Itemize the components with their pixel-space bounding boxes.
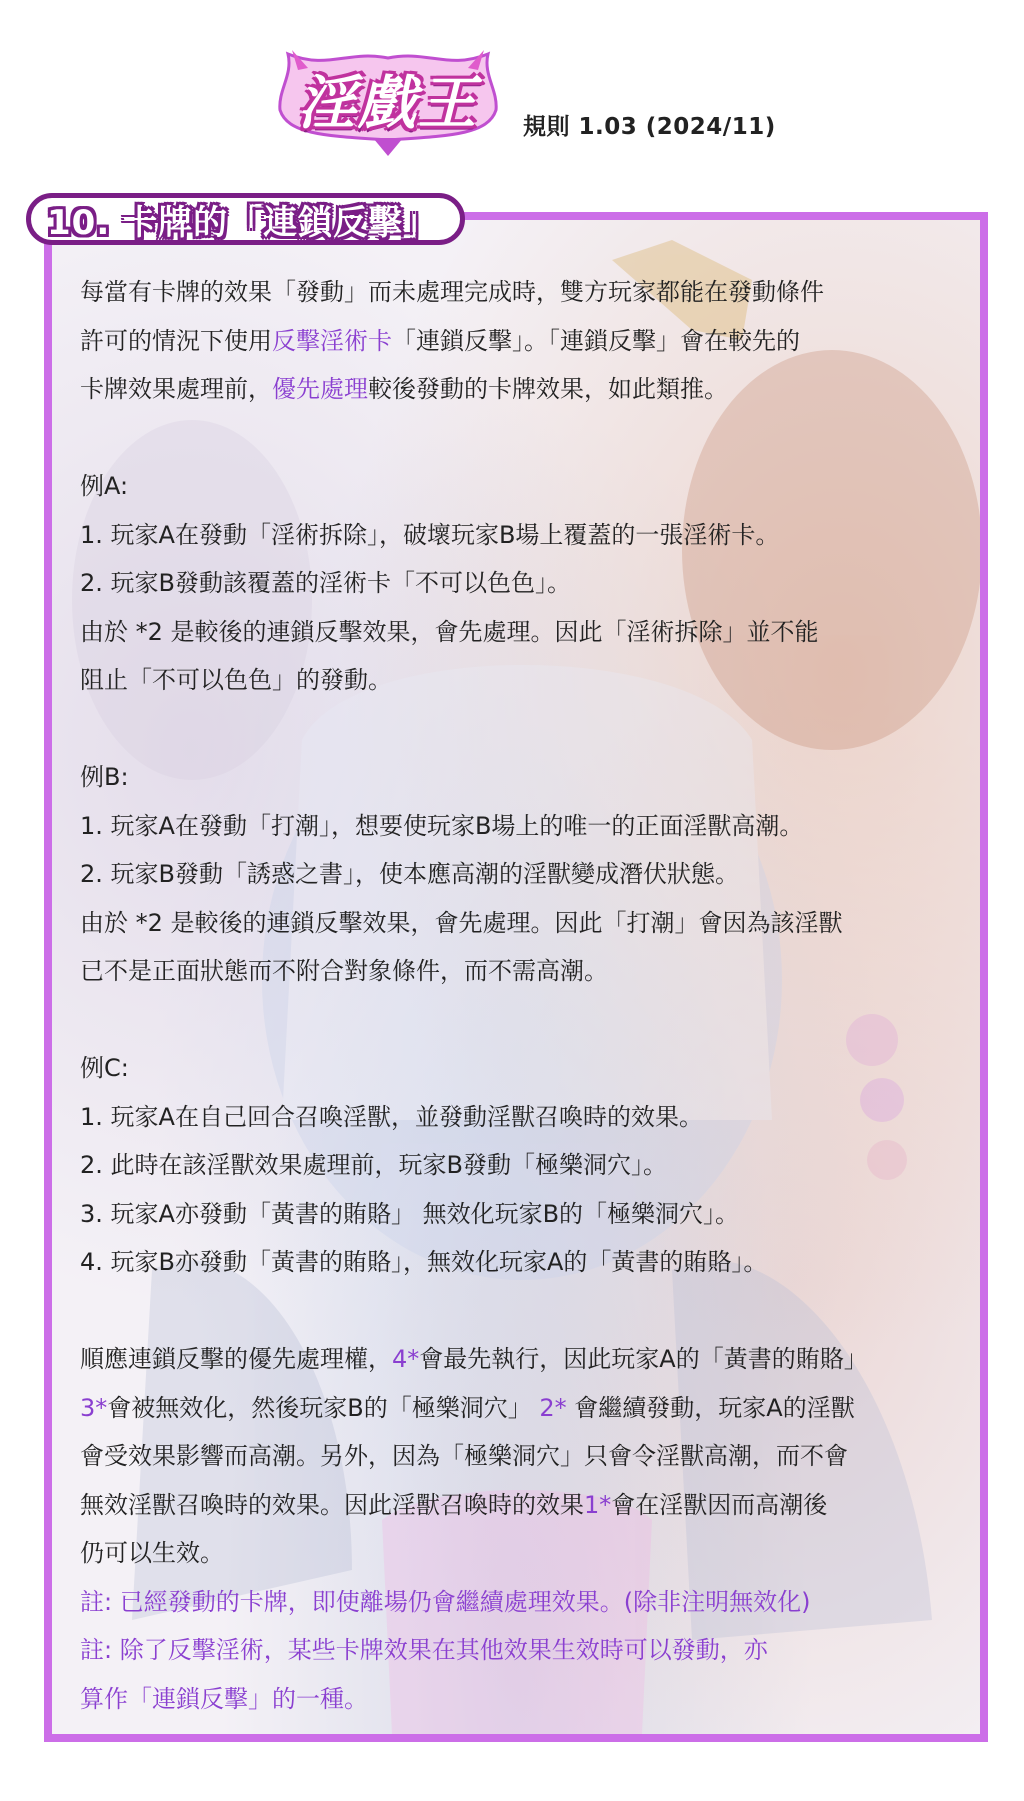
- intro-line-3: [80, 365, 980, 414]
- example-b-line-4: 已不是正面狀態而不附合對象條件，而不需高潮。: [80, 957, 608, 985]
- conclusion-text: 會在淫獸因而高潮後: [611, 1490, 828, 1519]
- step-ref-4: 4*: [392, 1345, 420, 1373]
- conclusion-text: 會繼續發動，玩家A的淫獸: [566, 1393, 855, 1422]
- example-b-line-3: 由於 *2 是較後的連鎖反擊效果，會先處理。因此「打潮」會因為該淫獸: [80, 908, 843, 937]
- intro-text: 卡牌效果處理前，: [80, 375, 272, 403]
- step-ref-2: 2*: [539, 1393, 567, 1422]
- conclusion-text: 會被無效化，然後玩家B的「極樂洞穴」: [107, 1393, 540, 1422]
- conclusion-line-2: [80, 1384, 980, 1433]
- example-c-line-4: 4. 玩家B亦發動「黃書的賄賂」，無效化玩家A的「黃書的賄賂」。: [80, 1248, 768, 1276]
- conclusion-line-1: [80, 1335, 980, 1384]
- conclusion-line-5: 仍可以生效。: [80, 1539, 224, 1567]
- conclusion-text: 會最先執行，因此玩家A的「黃書的賄賂」: [419, 1345, 868, 1373]
- example-a-line-4: 阻止「不可以色色」的發動。: [80, 666, 392, 694]
- intro-text: 較後發動的卡牌效果，如此類推。: [368, 375, 728, 403]
- section-title-text: 10. 卡牌的「連鎖反擊」: [47, 202, 439, 243]
- example-c-line-3: 3. 玩家A亦發動「黃書的賄賂」 無效化玩家B的「極樂洞穴」。: [80, 1199, 740, 1228]
- example-b-line-1: 1. 玩家A在發動「打潮」，想要使玩家B場上的唯一的正面淫獸高潮。: [80, 811, 804, 840]
- note-2-line-1: 註: 除了反擊淫術，某些卡牌效果在其他效果生效時可以發動，亦: [80, 1636, 768, 1664]
- highlight-counter-card: 反擊淫術卡: [272, 326, 392, 355]
- conclusion-text: 順應連鎖反擊的優先處理權，: [80, 1345, 392, 1373]
- conclusion-line-3: 會受效果影響而高潮。另外，因為「極樂洞穴」只會令淫獸高潮，而不會: [80, 1442, 848, 1470]
- step-ref-1: 1*: [584, 1490, 612, 1519]
- step-ref-3: 3*: [80, 1393, 108, 1422]
- example-c-heading: 例C:: [80, 1054, 129, 1082]
- example-c-line-2: 2. 此時在該淫獸效果處理前，玩家B發動「極樂洞穴」。: [80, 1151, 667, 1179]
- logo-text-overlay: 淫戲王: [297, 69, 478, 137]
- intro-line-1: 每當有卡牌的效果「發動」而未處理完成時，雙方玩家都能在發動條件: [80, 278, 824, 306]
- highlight-priority: 優先處理: [272, 375, 368, 403]
- example-a-line-1: 1. 玩家A在發動「淫術拆除」，破壞玩家B場上覆蓋的一張淫術卡。: [80, 520, 780, 549]
- intro-text: 許可的情況下使用: [80, 326, 272, 355]
- rules-version: 規則 1.03 (2024/11): [523, 114, 776, 140]
- example-a-line-2: 2. 玩家B發動該覆蓋的淫術卡「不可以色色」。: [80, 569, 571, 597]
- example-b-line-2: 2. 玩家B發動「誘惑之書」，使本應高潮的淫獸變成潛伏狀態。: [80, 860, 739, 888]
- example-a-line-3: 由於 *2 是較後的連鎖反擊效果，會先處理。因此「淫術拆除」並不能: [80, 617, 819, 646]
- rules-content: [80, 268, 980, 1723]
- intro-text: 「連鎖反擊」。「連鎖反擊」會在較先的: [392, 326, 800, 355]
- intro-line-2: [80, 317, 980, 366]
- conclusion-line-4: [80, 1481, 980, 1530]
- note-1: 註: 已經發動的卡牌，即使離場仍會繼續處理效果。(除非注明無效化): [80, 1587, 811, 1616]
- example-b-heading: 例B:: [80, 763, 129, 791]
- note-2-line-2: 算作「連鎖反擊」的一種。: [80, 1684, 368, 1713]
- conclusion-text: 無效淫獸召喚時的效果。因此淫獸召喚時的效果: [80, 1490, 584, 1519]
- example-c-line-1: 1. 玩家A在自己回合召喚淫獸，並發動淫獸召喚時的效果。: [80, 1102, 703, 1131]
- example-a-heading: 例A:: [80, 472, 129, 500]
- section-title: [26, 193, 465, 245]
